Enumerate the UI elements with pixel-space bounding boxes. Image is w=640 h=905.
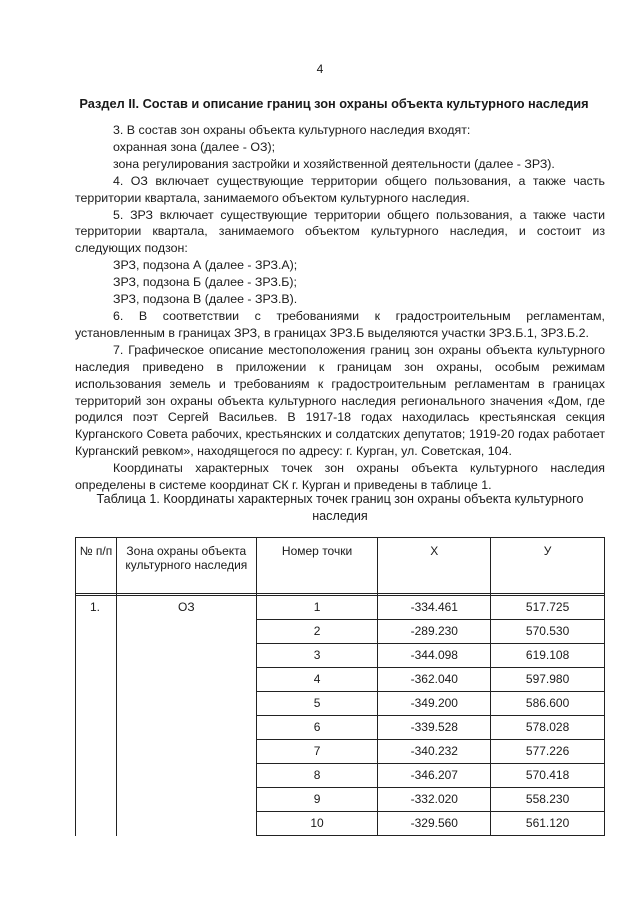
paragraph-5-item-1: ЗРЗ, подзона А (далее - ЗРЗ.А); (113, 258, 298, 273)
cell-y: 597.980 (491, 668, 605, 692)
paragraph-3-item-1: охранная зона (далее - ОЗ); (113, 139, 276, 154)
cell-y: 561.120 (491, 812, 605, 836)
header-point: Номер точки (256, 538, 378, 594)
cell-x: -334.461 (378, 596, 491, 620)
cell-x: -332.020 (378, 788, 491, 812)
cell-point: 4 (256, 668, 378, 692)
row-group-zone: ОЗ (116, 596, 256, 836)
coordinates-table (75, 537, 605, 836)
cell-x: -289.230 (378, 620, 491, 644)
paragraph-8: Координаты характерных точек зон охраны объекта культурного наследия определены в системе координат СК г. Курган и приведены в таблице 1. (75, 461, 605, 493)
body-text (75, 122, 605, 494)
header-num: № п/п (76, 538, 117, 594)
paragraph-5: 5. ЗРЗ включает существующие территории общего пользования, а также части территории квартала, занимаемого объектом культурного наследия, и состоит из следующих подзон: (75, 207, 605, 256)
cell-point: 8 (256, 764, 378, 788)
cell-point: 10 (256, 812, 378, 836)
header-y: У (491, 538, 605, 594)
paragraph-7: 7. Графическое описание местоположения границ зон охраны объекта культурного наследия приведено в приложении к границам зон охраны, особым режимам использования земель и требованиям к градостроительным регламентам в границах территорий зон охраны объекта культурного наследия регионального значения «Дом, где родился поэт Сергей Васильев. В 1917-18 годах находилась крестьянская секция Курганского Совета рабочих, крестьянских и солдатских депутатов; 1919-20 годах работает Курганский ревком», находящегося по адресу: г. Курган, ул. Советская, 104. (75, 342, 605, 459)
paragraph-6: 6. В соответствии с требованиями к градостроительным регламентам, установленным в границах ЗРЗ, в границах ЗРЗ.Б выделяются участки ЗРЗ.Б.1, ЗРЗ.Б.2. (75, 308, 605, 340)
cell-x: -339.528 (378, 716, 491, 740)
table-caption: Таблица 1. Координаты характерных точек границ зон охраны объекта культурного наследия (96, 492, 584, 523)
cell-y: 517.725 (491, 596, 605, 620)
section-title: Раздел II. Состав и описание границ зон охраны объекта культурного наследия (79, 96, 589, 111)
paragraph-4: 4. ОЗ включает существующие территории общего пользования, а также часть территории квартала, занимаемого объектом культурного наследия. (75, 173, 605, 205)
paragraph-5-item-2: ЗРЗ, подзона Б (далее - ЗРЗ.Б); (113, 275, 297, 290)
cell-y: 570.530 (491, 620, 605, 644)
cell-point: 3 (256, 644, 378, 668)
cell-x: -329.560 (378, 812, 491, 836)
cell-y: 586.600 (491, 692, 605, 716)
header-zone: Зона охраны объекта культурного наследия (116, 538, 256, 594)
cell-point: 1 (256, 596, 378, 620)
cell-x: -362.040 (378, 668, 491, 692)
cell-y: 570.418 (491, 764, 605, 788)
cell-x: -340.232 (378, 740, 491, 764)
cell-point: 7 (256, 740, 378, 764)
cell-point: 9 (256, 788, 378, 812)
cell-point: 6 (256, 716, 378, 740)
cell-x: -344.098 (378, 644, 491, 668)
table-row (76, 596, 605, 620)
cell-y: 558.230 (491, 788, 605, 812)
paragraph-3: 3. В состав зон охраны объекта культурного наследия входят: (113, 123, 471, 137)
cell-y: 577.226 (491, 740, 605, 764)
cell-y: 619.108 (491, 644, 605, 668)
paragraph-5-item-3: ЗРЗ, подзона В (далее - ЗРЗ.В). (113, 292, 298, 307)
cell-x: -346.207 (378, 764, 491, 788)
header-x: X (378, 538, 491, 594)
cell-y: 578.028 (491, 716, 605, 740)
page-number: 4 (316, 62, 324, 76)
cell-point: 5 (256, 692, 378, 716)
cell-point: 2 (256, 620, 378, 644)
cell-x: -349.200 (378, 692, 491, 716)
paragraph-3-item-2: зона регулирования застройки и хозяйственной деятельности (далее - ЗРЗ). (113, 156, 555, 171)
row-group-number: 1. (76, 596, 117, 836)
